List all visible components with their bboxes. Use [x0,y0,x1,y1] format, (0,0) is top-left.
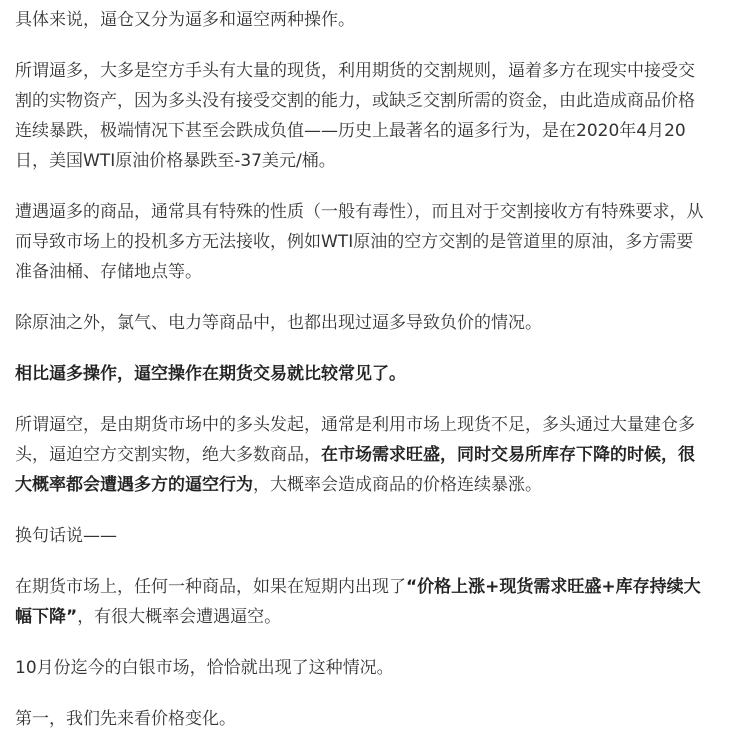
paragraph-bi-kong-signal [15,572,705,632]
text-segment: 换句话说—— [15,526,117,546]
paragraph-in-other-words [15,521,705,551]
text-segment: 除原油之外，氯气、电力等商品中，也都出现过逼多导致负价的情况。 [15,313,542,333]
text-segment: 遭遇逼多的商品，通常具有特殊的性质（一般有毒性），而且对于交割接收方有特殊要求，从而导致市场上的投机多方无法接收，例如WTI原油的空方交割的是管道里的原油，多方需要准备油桶、存储地点等。 [15,202,704,282]
paragraph-other-commodities [15,308,705,338]
article-body [15,5,705,734]
paragraph-bi-kong-definition [15,410,705,500]
text-segment: 10月份迄今的白银市场，恰恰就出现了这种情况。 [15,658,394,678]
text-segment: 所谓逼多，大多是空方手头有大量的现货，利用期货的交割规则，逼着多方在现实中接受交割的实物资产，因为多头没有接受交割的能力，或缺乏交割所需的资金，由此造成商品价格连续暴跌，极端情况下甚至会跌成负值——历史上最著名的逼多行为，是在2020年4月20日，美国WTI原油价格暴跌至-37美元/桶。 [15,61,695,171]
paragraph-intro [15,5,705,35]
paragraph-bi-duo-definition [15,56,705,176]
paragraph-price-change [15,704,705,734]
paragraph-bi-kong-heading [15,359,705,389]
text-segment: 具体来说，逼仓又分为逼多和逼空两种操作。 [15,10,355,30]
bold-text-segment: 相比逼多操作，逼空操作在期货交易就比较常见了。 [15,364,406,384]
text-segment: 在期货市场上，任何一种商品，如果在短期内出现了 [15,577,406,597]
paragraph-silver-market [15,653,705,683]
bold-text-segment: 在市场需求旺盛，同时交易所库存下降的时候，很大概率都会遭遇多方的逼空行为 [15,445,695,495]
text-segment: ，有很大概率会遭遇逼空。 [77,607,282,627]
text-segment: 第一，我们先来看价格变化。 [15,709,236,729]
paragraph-bi-duo-commodities [15,197,705,287]
bold-text-segment: “价格上涨+现货需求旺盛+库存持续大幅下降” [15,577,701,627]
text-segment: ，大概率会造成商品的价格连续暴涨。 [253,475,542,495]
text-segment: 所谓逼空，是由期货市场中的多头发起，通常是利用市场上现货不足，多头通过大量建仓多头，逼迫空方交割实物，绝大多数商品， [15,415,695,465]
